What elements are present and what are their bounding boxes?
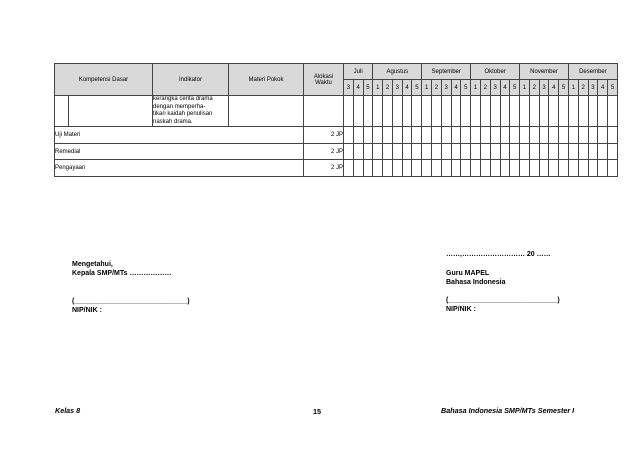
week-cell bbox=[392, 127, 402, 144]
week-cell bbox=[363, 143, 373, 160]
week-cell bbox=[568, 96, 578, 127]
week-cell bbox=[520, 160, 530, 177]
week-cell bbox=[373, 127, 383, 144]
week-number: 3 bbox=[392, 80, 402, 96]
week-cell bbox=[471, 160, 481, 177]
week-cell bbox=[520, 96, 530, 127]
right-signature-block bbox=[446, 250, 560, 314]
week-cell bbox=[441, 143, 451, 160]
week-cell bbox=[510, 160, 520, 177]
table-row bbox=[55, 160, 618, 177]
week-cell bbox=[422, 160, 432, 177]
week-number: 4 bbox=[451, 80, 461, 96]
week-cell bbox=[412, 143, 422, 160]
week-cell bbox=[363, 96, 373, 127]
week-cell bbox=[402, 143, 412, 160]
month-header: Agustus bbox=[373, 64, 422, 80]
week-cell bbox=[510, 96, 520, 127]
week-cell bbox=[500, 143, 510, 160]
week-number: 2 bbox=[383, 80, 393, 96]
week-cell bbox=[588, 160, 598, 177]
week-cell bbox=[598, 160, 608, 177]
week-number: 3 bbox=[539, 80, 549, 96]
week-cell bbox=[373, 96, 383, 127]
week-cell bbox=[568, 127, 578, 144]
week-cell bbox=[490, 160, 500, 177]
week-number: 4 bbox=[549, 80, 559, 96]
footer-subject: Bahasa Indonesia SMP/MTs Semester I bbox=[441, 406, 575, 415]
signature-blank: (_____________________________) bbox=[72, 298, 190, 305]
date-line: ……,……………………… 20 …… bbox=[446, 251, 551, 258]
kepala-sekolah-label: Kepala SMP/MTs ……………… bbox=[72, 270, 172, 277]
week-cell bbox=[412, 96, 422, 127]
week-number: 5 bbox=[510, 80, 520, 96]
month-header: Desember bbox=[568, 64, 617, 80]
week-cell bbox=[422, 127, 432, 144]
week-number: 1 bbox=[520, 80, 530, 96]
week-cell bbox=[422, 143, 432, 160]
week-cell bbox=[480, 160, 490, 177]
week-number: 5 bbox=[461, 80, 471, 96]
week-cell bbox=[471, 127, 481, 144]
month-header: September bbox=[422, 64, 471, 80]
week-number: 5 bbox=[412, 80, 422, 96]
week-cell bbox=[520, 143, 530, 160]
week-cell bbox=[549, 96, 559, 127]
week-cell bbox=[500, 160, 510, 177]
week-cell bbox=[344, 127, 354, 144]
indicator-cell bbox=[153, 96, 229, 127]
week-cell bbox=[568, 160, 578, 177]
header-indikator: Indikator bbox=[153, 64, 229, 96]
week-cell bbox=[451, 143, 461, 160]
week-cell bbox=[490, 96, 500, 127]
nip-label: NIP/NIK : bbox=[72, 307, 102, 314]
week-number: 1 bbox=[373, 80, 383, 96]
week-cell bbox=[392, 96, 402, 127]
table-row bbox=[55, 96, 618, 127]
week-cell bbox=[608, 143, 618, 160]
week-cell bbox=[383, 96, 393, 127]
summary-time: 2 JP bbox=[304, 127, 344, 144]
week-cell bbox=[559, 96, 569, 127]
week-cell bbox=[549, 143, 559, 160]
week-cell bbox=[383, 127, 393, 144]
week-cell bbox=[539, 143, 549, 160]
week-cell bbox=[520, 127, 530, 144]
footer-class: Kelas 8 bbox=[55, 406, 81, 415]
week-cell bbox=[461, 127, 471, 144]
week-cell bbox=[608, 127, 618, 144]
week-cell bbox=[588, 143, 598, 160]
week-number: 5 bbox=[608, 80, 618, 96]
summary-time: 2 JP bbox=[304, 160, 344, 177]
header-alokasi-line1: Alokasi bbox=[313, 73, 334, 80]
indicator-line: tikan kaidah penulisan bbox=[153, 111, 213, 118]
week-cell bbox=[559, 127, 569, 144]
week-cell bbox=[353, 127, 363, 144]
week-cell bbox=[422, 96, 432, 127]
week-number: 1 bbox=[422, 80, 432, 96]
guru-mapel-label: Guru MAPEL bbox=[446, 270, 490, 277]
week-cell bbox=[461, 143, 471, 160]
materi-cell bbox=[229, 96, 304, 127]
week-cell bbox=[490, 127, 500, 144]
week-cell bbox=[432, 127, 442, 144]
summary-label: Pengayaan bbox=[55, 160, 304, 177]
week-cell bbox=[539, 127, 549, 144]
week-cell bbox=[383, 143, 393, 160]
week-cell bbox=[549, 127, 559, 144]
week-cell bbox=[471, 96, 481, 127]
header-kompetensi-dasar: Kompetensi Dasar bbox=[55, 64, 153, 96]
week-cell bbox=[598, 143, 608, 160]
subject-label: Bahasa Indonesia bbox=[446, 279, 506, 286]
week-cell bbox=[392, 143, 402, 160]
alokasi-cell bbox=[304, 96, 344, 127]
week-cell bbox=[480, 127, 490, 144]
week-cell bbox=[471, 143, 481, 160]
week-cell bbox=[451, 160, 461, 177]
week-cell bbox=[344, 143, 354, 160]
week-cell bbox=[451, 127, 461, 144]
week-cell bbox=[373, 160, 383, 177]
week-cell bbox=[578, 143, 588, 160]
week-cell bbox=[441, 127, 451, 144]
month-header: Juli bbox=[344, 64, 373, 80]
week-cell bbox=[383, 160, 393, 177]
week-cell bbox=[500, 127, 510, 144]
summary-label: Remedial bbox=[55, 143, 304, 160]
signature-blank: (____________________________) bbox=[446, 297, 560, 304]
schedule-table bbox=[54, 63, 618, 177]
week-cell bbox=[588, 127, 598, 144]
week-cell bbox=[412, 160, 422, 177]
week-cell bbox=[344, 160, 354, 177]
week-cell bbox=[480, 96, 490, 127]
week-cell bbox=[539, 160, 549, 177]
week-cell bbox=[549, 160, 559, 177]
week-cell bbox=[608, 96, 618, 127]
summary-label: Uji Materi bbox=[55, 127, 304, 144]
week-cell bbox=[588, 96, 598, 127]
month-header: November bbox=[520, 64, 569, 80]
week-cell bbox=[432, 96, 442, 127]
table-row bbox=[55, 143, 618, 160]
kd-cell bbox=[69, 96, 153, 127]
week-number: 3 bbox=[490, 80, 500, 96]
week-number: 5 bbox=[363, 80, 373, 96]
mengetahui-label: Mengetahui, bbox=[72, 261, 113, 268]
week-number: 3 bbox=[588, 80, 598, 96]
week-cell bbox=[432, 143, 442, 160]
week-cell bbox=[402, 127, 412, 144]
week-cell bbox=[441, 160, 451, 177]
month-header: Oktober bbox=[471, 64, 520, 80]
page-number: 15 bbox=[313, 407, 321, 416]
indicator-line: kerangka cerita drama bbox=[153, 96, 213, 102]
week-cell bbox=[608, 160, 618, 177]
week-cell bbox=[363, 160, 373, 177]
week-number: 1 bbox=[568, 80, 578, 96]
week-cell bbox=[451, 96, 461, 127]
week-cell bbox=[344, 96, 354, 127]
week-cell bbox=[402, 160, 412, 177]
week-number: 1 bbox=[471, 80, 481, 96]
week-cell bbox=[461, 160, 471, 177]
week-cell bbox=[510, 127, 520, 144]
week-number: 2 bbox=[480, 80, 490, 96]
week-cell bbox=[432, 160, 442, 177]
summary-time: 2 JP bbox=[304, 143, 344, 160]
week-number: 3 bbox=[344, 80, 354, 96]
week-cell bbox=[568, 143, 578, 160]
week-cell bbox=[559, 143, 569, 160]
week-cell bbox=[353, 143, 363, 160]
week-number: 4 bbox=[353, 80, 363, 96]
week-cell bbox=[490, 143, 500, 160]
week-cell bbox=[559, 160, 569, 177]
week-cell bbox=[529, 143, 539, 160]
week-number: 5 bbox=[559, 80, 569, 96]
week-number: 4 bbox=[402, 80, 412, 96]
week-cell bbox=[578, 160, 588, 177]
header-alokasi-line2: Waktu bbox=[315, 79, 332, 86]
kd-number-cell bbox=[55, 96, 69, 127]
left-signature-block bbox=[72, 260, 190, 315]
week-cell bbox=[500, 96, 510, 127]
week-cell bbox=[578, 96, 588, 127]
indicator-line: dengan memperha- bbox=[153, 103, 206, 110]
week-number: 2 bbox=[578, 80, 588, 96]
week-cell bbox=[578, 127, 588, 144]
week-cell bbox=[363, 127, 373, 144]
nip-label: NIP/NIK : bbox=[446, 306, 476, 313]
week-cell bbox=[529, 160, 539, 177]
week-cell bbox=[392, 160, 402, 177]
week-number: 4 bbox=[598, 80, 608, 96]
week-cell bbox=[461, 96, 471, 127]
week-cell bbox=[510, 143, 520, 160]
week-cell bbox=[539, 96, 549, 127]
header-materi-pokok: Materi Pokok bbox=[229, 64, 304, 96]
week-number: 3 bbox=[441, 80, 451, 96]
week-cell bbox=[529, 127, 539, 144]
week-number: 2 bbox=[432, 80, 442, 96]
week-cell bbox=[598, 96, 608, 127]
week-cell bbox=[353, 96, 363, 127]
week-cell bbox=[529, 96, 539, 127]
week-number: 4 bbox=[500, 80, 510, 96]
table-row bbox=[55, 127, 618, 144]
week-cell bbox=[373, 143, 383, 160]
week-cell bbox=[480, 143, 490, 160]
week-cell bbox=[353, 160, 363, 177]
week-cell bbox=[402, 96, 412, 127]
week-cell bbox=[598, 127, 608, 144]
header-alokasi-waktu bbox=[304, 64, 344, 96]
indicator-line: naskah drama. bbox=[153, 118, 193, 125]
week-cell bbox=[412, 127, 422, 144]
week-cell bbox=[441, 96, 451, 127]
week-number: 2 bbox=[529, 80, 539, 96]
